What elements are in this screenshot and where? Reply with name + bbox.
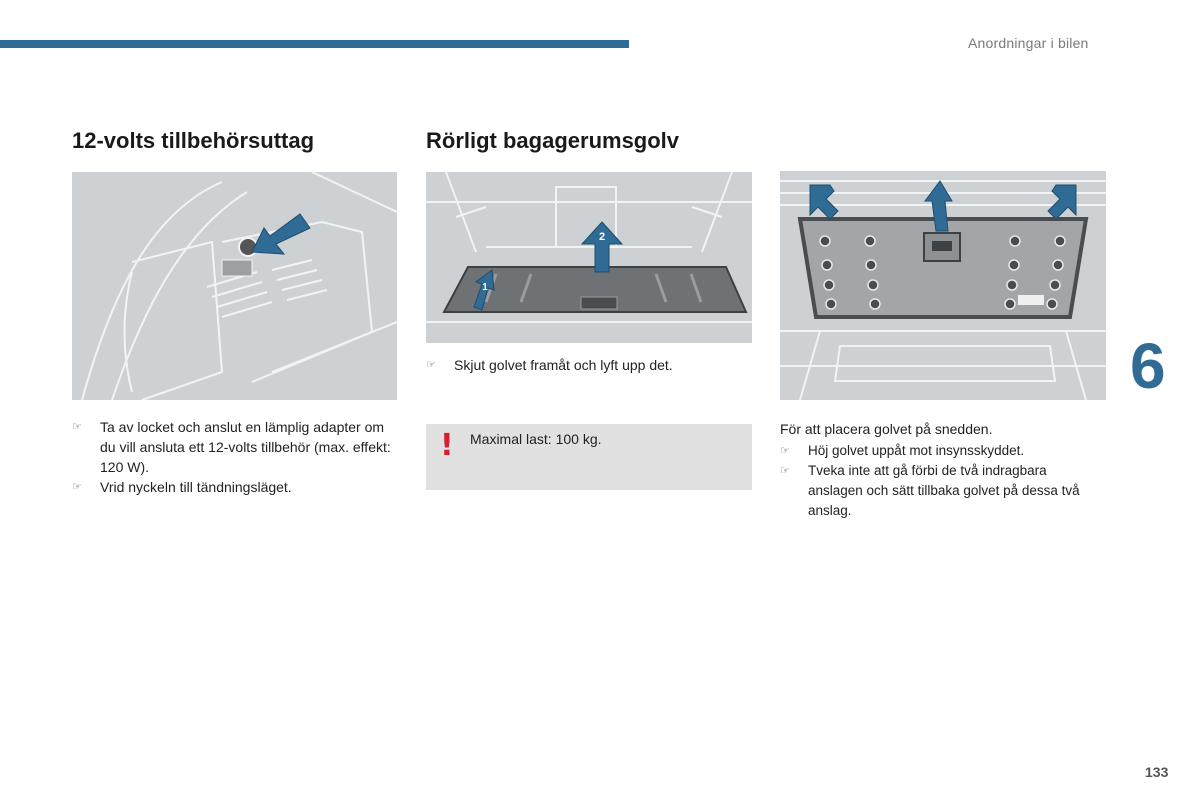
figure-label-1: 1 [482,282,488,293]
heading-12v-socket: 12-volts tillbehörsuttag [72,128,315,153]
warning-box [426,424,752,490]
list-item: ☞ Vrid nyckeln till tändningsläget. [72,479,292,495]
pointer-icon: ☞ [72,481,82,493]
header-accent-bar [0,40,629,48]
figure-12v-socket [72,172,397,400]
list-item: ☞ Tveka inte att gå förbi de två indragbara anslagen och sätt tillbaka golvet på dessa två anslag. [780,463,1080,518]
right-intro: För att placera golvet på snedden. [780,421,993,437]
pointer-icon: ☞ [426,359,436,371]
list-item: ☞ Skjut golvet framåt och lyft upp det. [426,357,673,373]
figure-label-2: 2 [598,231,606,243]
section-title: Anordningar i bilen [968,35,1089,51]
heading-movable-floor: Rörligt bagagerumsgolv [426,128,680,153]
pointer-icon: ☞ [780,465,790,477]
pointer-icon: ☞ [780,445,790,457]
figure-floor-tilted [780,171,1106,400]
chapter-number: 6 [1130,330,1166,402]
warning-icon: ! [440,428,454,463]
list-item: ☞ Ta av locket och anslut en lämplig adapter om du vill ansluta ett 12-volts tillbehör (max. effekt: 120 W). [72,419,391,475]
left-instructions [72,417,392,497]
pointer-icon: ☞ [72,421,82,433]
figure-movable-floor [426,172,752,343]
list-item: ☞ Höj golvet uppåt mot insynsskyddet. [780,441,1100,461]
warning-text: Maximal last: 100 kg. [470,431,602,447]
right-instructions [780,441,1100,521]
page-number: 133 [1145,764,1169,780]
middle-instructions [426,355,746,375]
